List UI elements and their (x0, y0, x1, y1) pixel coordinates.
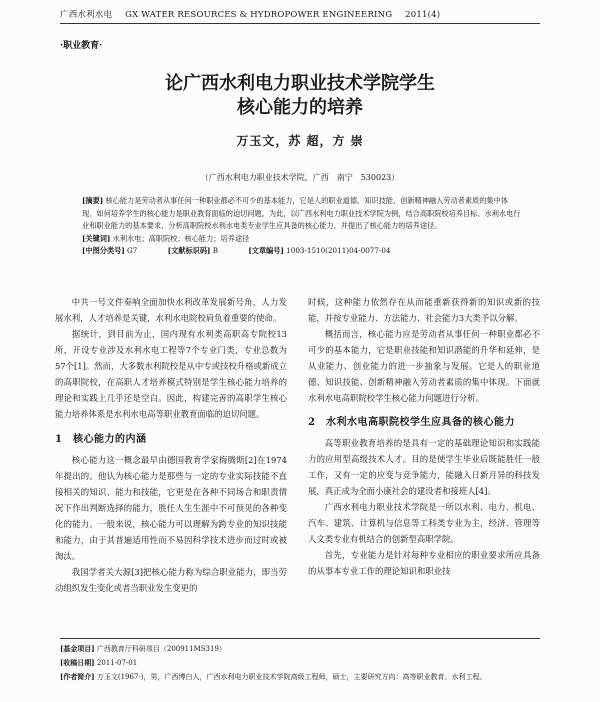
received-date: 2011-07-01 (96, 659, 138, 667)
journal-issue: 2011(4) (405, 10, 441, 20)
doc-code-value: B (212, 246, 219, 256)
abstract (82, 195, 522, 233)
author-note (60, 670, 540, 684)
fund-note (60, 642, 540, 656)
authors: 万玉文，苏 超，方 崇 (236, 134, 364, 148)
title-line-1: 论广西水利电力职业技术学院学生 (165, 73, 435, 94)
title-line-2: 核心能力的培养 (237, 97, 363, 118)
abstract-text: 核心能力是劳动者从事任何一种职业都必不可少的基本能力，它是人的职业道德、知识技能、创新精神融入劳动者素质的集中体现。如何培养学生的核心能力是职业教育面临的迫切问题。为此，以广西水利电力职业技术学院为例，结合高职院校培养目标、水利水电行业和职业能力的基本要求，分析高职院校水利水电类专业学生应具备的核心能力，并提出了核心能力的培养途径。 (82, 196, 521, 231)
classification-line (82, 245, 522, 258)
abstract-block (82, 195, 522, 258)
clc-value: G7 (127, 246, 138, 256)
paragraph: 首先，专业能力是针对每种专业相应的职业要求所应具备的从事本专业工作的理论知识和职业技 (308, 550, 540, 576)
section-heading-2: 2 水利水电高职院校学生应具备的核心能力 (308, 417, 515, 428)
journal-name-en: GX WATER RESOURCES & HYDROPOWER ENGINEERING (125, 10, 393, 20)
received-label: [收稿日期] (60, 658, 95, 667)
paragraph: 广西水利电力职业技术学院是一所以水利、电力、机电、汽车、建筑、计算机与信息等工科类专业为主，经济、管理等人文类专业有机结合的创新型高职学院。 (308, 502, 540, 544)
fund-text: 广西教育厅科研项目（200911MS319） (96, 645, 226, 653)
abstract-label: [摘要] (82, 196, 104, 205)
journal-name-cn: 广西水利水电 (60, 10, 113, 20)
section-heading-1: 1 核心能力的内涵 (55, 434, 147, 445)
paragraph: 时候，这种能力依然存在从而能重新获得新的知识或新的技能，并按专业能力、方法能力、社会能力3大类予以分解。 (308, 297, 540, 323)
affiliation: （广西水利电力职业技术学院，广西 南宁 530023） (200, 173, 400, 182)
doc-code-label: [文献标识码] (167, 246, 211, 256)
paragraph: 核心能力这一概念最早由德国教育学家梅腾斯[2]在1974年提出的。他认为核心能力是那些与一定的专业实际技能不直接相关的知识、能力和技能，它更是在各种不同场合和职责情况下作出判断选择的能力，胜任人生生涯中不可预见的各种变化的能力。一般来说，核心能力可以理解为跨专业的知识技能和能力，由于其普遍适用性而不易因科学技术进步而过时或被淘汰。 (55, 455, 287, 561)
paper-title (60, 72, 540, 120)
paragraph: 高等职业教育培养的是具有一定的基础理论知识和实践能力的应用型高级技术人才。目的是使学生毕业后既能胜任一般工作，又有一定的应变与竞争能力，能融入日新月异的科技发展，真正成为全面小康社会的建设者和接班人[4]。 (308, 438, 540, 496)
paragraph: 概括而言，核心能力应是劳动者从事任何一种职业都必不可少的基本能力，它是职业技能和知识潜能的升华和延伸，是从业能力、创业能力的进一步抽象与发展。它是人的职业道德、知识技能、创新精神融入劳动者素质的集中体现。下面就水利水电高职院校学生核心能力问题进行分析。 (308, 329, 540, 403)
section-tag: ·职业教育· (60, 41, 103, 51)
keywords-text: 水利水电；高职院校；核心能力；培养途径 (112, 233, 250, 243)
author-label: [作者简介] (60, 672, 95, 681)
running-header (60, 8, 540, 24)
received-note (60, 656, 540, 670)
article-no-label: [文章编号] (248, 246, 284, 256)
body-column-left (55, 294, 287, 596)
article-no-value: 1003-1510(2011)04-0077-04 (286, 246, 391, 256)
fund-label: [基金项目] (60, 644, 95, 653)
paragraph: 中共一号文件奏响全面加快水利改革发展新号角，人力发展水利，人才培养是关键，水利水电院校肩负着重要的使命。 (55, 297, 287, 323)
paragraph: 我国学者关大源[3]把核心能力称为综合职业能力，即当劳动组织发生变化或者当职业发生变更的 (55, 567, 287, 593)
paragraph: 据统计，到目前为止，国内现有水利类高职高专院校13所，开设专业涉及水利水电工程等7个专业门类，专业总数为57个[1]。然而，大多数水利院校是从中专或技校升格或新成立的高职院校，在高职人才培养模式特别是学生核心能力培养的理论和实践上几乎还是空白。因此，构建完善的高职学生核心能力培养体系是水利水电高等职业教育面临的迫切问题。 (55, 329, 287, 419)
keywords (82, 233, 522, 246)
footnotes (60, 638, 540, 684)
clc-label: [中图分类号] (82, 246, 125, 256)
author-bio: 万玉文(1967-)，男，广西博白人，广西水利电力职业技术学院高级工程师，硕士，主要研究方向：高等职业教育、水利工程。 (96, 673, 487, 681)
body-column-right (308, 294, 540, 579)
keywords-label: [关键词] (82, 233, 111, 243)
